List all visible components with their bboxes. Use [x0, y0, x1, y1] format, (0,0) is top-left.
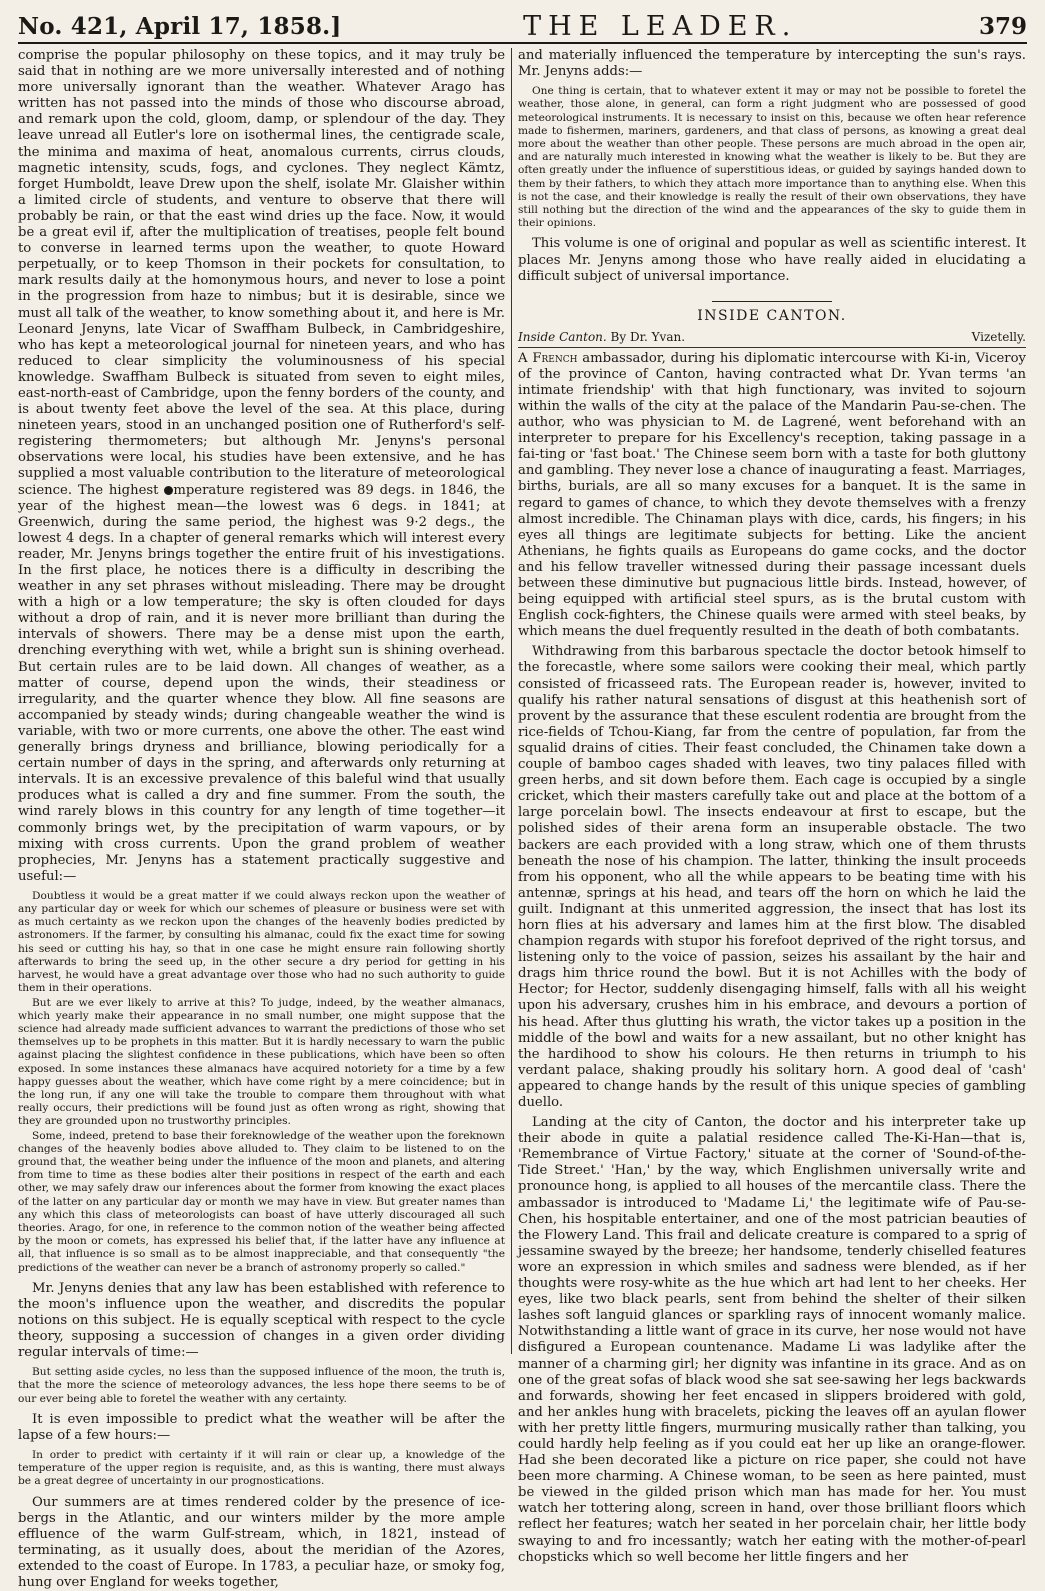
paragraph [18, 48, 505, 885]
page-number: 379 [978, 13, 1027, 40]
paragraph: Mr. Jenyns denies that any law has been established with reference to the moon's influence upon the weather, and discredits the popular notions on this subject. He is equally sceptical with respect to the cycle theory, supposing a succession of changes in a given order dividing regular intervals of time:— [18, 1280, 505, 1361]
section-rule [712, 301, 832, 302]
review-source [518, 330, 1026, 348]
lead-word: A French [518, 350, 578, 366]
issue-date: No. 421, April 17, 1858.] [18, 13, 342, 40]
source-author: By Dr. Yvan. [610, 329, 686, 344]
paragraph: It is even impossible to predict what the weather will be after the lapse of a few hours:— [18, 1411, 505, 1443]
paragraph: Landing at the city of Canton, the doctor and his interpreter take up their abode in quite a palatial residence called The-Ki-Han—that is, 'Remembrance of Virtue Factory,' situate at the corner of 'Sound-of-the-Tide Street.' 'Han,' by the way, which Englishmen universally write and pronounce hong, is applied to all houses of the mercantile class. There the ambassador is introduced to 'Madame Li,' the legitimate wife of Pau-se-Chen, his hospitable entertainer, and one of the most patrician beauties of the Flowery Land. This frail and delicate creature is compared to a sprig of jessamine swayed by the breeze; her handsome, tenderly chiselled features wore an expression in which smiles and sadness were blended, as if her thoughts were rosy-white as the hue which art had lent to her cheeks. Her eyes, like two black pearls, sent from behind the shelter of their silken lashes soft languid glances or sparkling rays of innocent womanly malice. Notwithstanding a little want of grace in its curve, her nose would not have disfigured a European countenance. Madame Li was ladylike after the manner of a charming girl; her dignity was infantine in its grace. And as on one of the great sofas of black wood she sat see-sawing her legs backwards and forwards, showing her feet encased in slippers broidered with gold, and her ankles hung with bracelets, picking the leaves off an ayulan flower with her pretty little fingers, murmuring musically rather than talking, you could hardly help feeling as if you could eat her up like an orange-flower. Had she been decorated like a picture on rice paper, she could not have been more charming. A Chinese woman, to be seen as here painted, must be viewed in the gilded prison which man has made for her. You must watch her tottering along, screen in hand, over those brilliant floors which reflect her features; watch her seated in her porcelain chair, her little body swaying to and fro incessantly; watch her eating with the mother-of-pearl chopsticks which so well become her little fingers and her [518, 1115, 1026, 1565]
column-divider [511, 48, 512, 1354]
quote-paragraph: Doubtless it would be a great matter if we could always reckon upon the weather of any particular day or week for which our schemes of pleasure or business were set with as much certainty as we reckon upon the changes of the heavenly bodies predicted by astronomers. If the farmer, by consulting his almanac, could fix the exact time for sowing his seed or cutting his hay, so that in one case he might ensure rain following shortly afterwards to bring the seed up, in the other secure a dry period for getting in his harvest, he would have a great advantage over those who had no such authority to guide them in their operations. [18, 889, 505, 995]
block-quote [518, 85, 1026, 230]
right-column [518, 48, 1026, 1565]
source-title: Inside Canton. [518, 329, 607, 344]
section-title: INSIDE CANTON. [697, 307, 847, 324]
block-quote [18, 890, 505, 1275]
paragraph: and materially influenced the temperature by intercepting the sun's rays. Mr. Jenyns adds:— [518, 48, 1026, 80]
quote-paragraph: But setting aside cycles, no less than the supposed influence of the moon, the truth is, that the more the science of meteorology advances, the less hope there seems to be of our ever being able to foretel the weather with any certainty. [18, 1366, 505, 1405]
block-quote [18, 1366, 505, 1406]
left-column [18, 48, 505, 1591]
paragraph-text: mperature registered was 89 degs. in 1846, the year of the highest mean—the lowest was 6 degs. in 1841; at Greenwich, during the same period, the highest was 9·2 degs., the lowest 4 degs. In a chapter of general remarks which will interest every reader, Mr. Jenyns brings together the entire fruit of his investigations. In the first place, he notices there is a difficulty in describing the weather in any set phrases without misleading. There may be drought with a high or a low temperature; the sky is often clouded for days without a drop of rain, and it is never more brilliant than during the intervals of showers. There may be a dense mist upon the earth, drenching everything with wet, while a bright sun is shining overhead. But certain rules are to be laid down. All changes of weather, as a matter of course, depend upon the winds, their steadiness or irregularity, and the quarter whence they blow. All fine seasons are accompanied by steady winds; during changeable weather the wind is variable, with two or more currents, one above the other. The east wind generally brings dryness and brilliance, blowing periodically for a certain number of days in the spring, and afterwards only returning at intervals. It is an excessive prevalence of this baleful wind that usually produces what is called a dry and fine summer. From the south, the wind rarely blows in this country for any length of time together—it commonly brings wet, by the precipitation of warm vapours, or by mixing with cross currents. Upon the grand problem of weather prophecies, Mr. Jenyns has a statement practically suggestive and useful:— [18, 482, 505, 884]
paragraph: Our summers are at times rendered colder by the presence of ice-bergs in the Atlantic, and our winters milder by the more ample effluence of the warm Gulf-stream, which, in 1821, instead of terminating, as it usually does, about the meridian of the Azores, extended to the coast of Europe. In 1783, a peculiar haze, or smoky fog, hung over England for weeks together, [18, 1494, 505, 1591]
quote-paragraph: One thing is certain, that to whatever extent it may or may not be possible to foretel the weather, those alone, in general, can form a right judgment who are possessed of good meteorological instruments. It is necessary to insist on this, because we often hear reference made to fishermen, mariners, gardeners, and that class of persons, as knowing a great deal more about the weather than other people. These persons are much abroad in the open air, and are naturally much interested in knowing what the weather is likely to be. But they are often greatly under the influence of superstitious ideas, or guided by sayings handed down to them by their fathers, to which they attach more importance than to anything else. When this is not the case, and their knowledge is really the result of their own observations, they have still nothing but the direction of the wind and the appearances of the sky to guide them in their opinions. [518, 85, 1026, 230]
ink-blot-icon [164, 486, 173, 495]
paragraph: Withdrawing from this barbarous spectacle the doctor betook himself to the forecastle, where some sailors were cooking their meal, which partly consisted of fricasseed rats. The European reader is, however, invited to qualify his rather natural sensations of disgust at this heathenish sort of provent by the assurance that these esculent rodentia are brought from the rice-fields of Tchou-Kiang, far from the centre of population, far from the squalid drains of cities. Their feast concluded, the Chinamen take down a couple of bamboo cages shaded with leaves, two tiny palaces filled with green herbs, and sit down before them. Each cage is occupied by a single cricket, which their masters carefully take out and place at the bottom of a large porcelain bowl. The insects endeavour at first to escape, but the polished sides of their arena form an insuperable obstacle. The two backers are each provided with a long straw, which one of them thrusts beneath the nose of his champion. The latter, thinking the insult proceeds from his opponent, who all the while appears to be beating time with his antennæ, springs at his head, and tears off the horn on which he laid the guilt. Indignant at this unmerited aggression, the insect that has lost its horn flies at his adversary and lames him at the first blow. The disabled champion regards with stupor his forefoot deprived of the right torsus, and listening only to the voice of passion, seizes his assailant by the hair and drags him thrice round the bowl. But it is not Achilles with the body of Hector; for Hector, suddenly disengaging himself, falls with all his weight upon his adversary, crushes him in his embrace, and devours a portion of his head. After thus glutting his wrath, the victor takes up a position in the middle of the bowl and waits for a new assailant, but no other knight has the hardihood to show his colours. He then returns in triumph to his verdant palace, shaking proudly his solitary horn. A good deal of 'cash' appeared to change hands by the result of this unique species of gambling duello. [518, 644, 1026, 1111]
masthead-title: THE LEADER. [523, 11, 798, 42]
paragraph-text: ambassador, during his diplomatic intercourse with Ki-in, Viceroy of the province of Canton, having contracted what Dr. Yvan terms 'an intimate friendship' with that high functionary, was invited to sojourn within the walls of the city at the palace of the Mandarin Pau-se-chen. The author, who was physician to M. de Lagrené, went beforehand with an interpreter to prepare for his Excellency's reception, taking passage in a fai-ting or 'fast boat.' The Chinese seem born with a taste for both gluttony and gambling. They never lose a chance of inaugurating a feast. Marriages, births, burials, are all so many excuses for a banquet. It is the same in regard to games of chance, to which they devote themselves with a frenzy almost incredible. The Chinaman plays with dice, cards, his fingers; in his eyes all things are legitimate subjects for betting. Like the ancient Athenians, he fights quails as Europeans do game cocks, and the doctor and his fellow traveller witnessed during their passage incessant duels between these diminutive but pugnacious little birds. Instead, however, of being equipped with artificial steel spurs, as is the brutal custom with English cock-fighters, the Chinese quails were armed with steel beaks, by which means the duel frequently resulted in the death of both combatants. [518, 350, 1026, 640]
paragraph-text: comprise the popular philosophy on these topics, and it may truly be said that in nothing are we more universally interested and of nothing more universally ignorant than the weather. Whatever Arago has written has not passed into the minds of those who discourse abroad, and remark upon the cold, gloom, damp, or splendour of the day. They leave unread all Eutler's lore on isothermal lines, the centigrade scale, the minima and maxima of heat, anomalous currents, cirrus clouds, magnetic intensity, scuds, fogs, and cyclones. They neglect Kämtz, forget Humboldt, leave Drew upon the shelf, isolate Mr. Glaisher within a limited circle of students, and venture to observe that there will probably be rain, or that the east wind dries up the face. Now, it would be a great evil if, after the multiplication of treatises, people felt bound to converse in learned terms upon the weather, to quote Howard perpetually, or to keep Thomson in their pockets for consultation, to mark results daily at the homonymous hours, and never to lose a point in the progression from haze to nimbus; but it is desirable, since we must all talk of the weather, to know something about it, and here is Mr. Leonard Jenyns, late Vicar of Swaffham Bulbeck, in Cambridgeshire, who has kept a meteorological journal for nineteen years, and who has reduced to clear simplicity the voluminousness of his special knowledge. Swaffham Bulbeck is situated from seven to eight miles, east-north-east of Cambridge, upon the fenny borders of the county, and is about twenty feet above the level of the sea. At this place, during nineteen years, stood in an unchanged position one of Rutherford's self-registering thermometers; but although Mr. Jenyns's personal observations were local, his studies have been extensive, and he has supplied a most valuable contribution to the literature of meteorological science. The highest [18, 48, 505, 498]
quote-paragraph: But are we ever likely to arrive at this? To judge, indeed, by the weather almanacs, which yearly make their appearance in no small number, one might suppose that the science had already made sufficient advances to warrant the predictions of those who set themselves up to be prophets in this matter. But it is hardly necessary to warn the public against placing the slightest confidence in these publications, which have been so often exposed. In some instances these almanacs have acquired notoriety for a time by a few happy guesses about the weather, which have come right by a mere coincidence; but in the long run, if any one will take the trouble to compare them throughout with what really occurs, their predictions will be found just as often wrong as right, showing that they are grounded upon no trustworthy principles. [18, 996, 505, 1128]
block-quote [18, 1449, 505, 1489]
source-publisher: Vizetelly. [971, 329, 1026, 344]
paragraph [518, 351, 1026, 641]
quote-paragraph: Some, indeed, pretend to base their foreknowledge of the weather upon the foreknown changes of the heavenly bodies above alluded to. They claim to be listened to on the ground that, the weather being under the influence of the moon and planets, and altering from time to time as these bodies alter their positions in respect of the earth and each other, we may safely draw our inferences about the former from knowing the exact places of the latter on any particular day or month we may have in view. But greater names than any which this class of meteorologists can boast of have utterly discouraged all such theories. Arago, for one, in reference to the common notion of the weather being affected by the moon or comets, has expressed his belief that, if the latter have any influence at all, that influence is so small as to be almost inappreciable, and that consequently "the predictions of the weather can never be a branch of astronomy properly so called." [18, 1129, 505, 1274]
quote-paragraph: In order to predict with certainty if it will rain or clear up, a knowledge of the temperature of the upper region is requisite, and, as this is wanting, there must always be a great degree of uncertainty in our prognostications. [18, 1449, 505, 1488]
paragraph: This volume is one of original and popular as well as scientific interest. It places Mr. Jenyns among those who have really aided in elucidating a difficult subject of universal importance. [518, 236, 1026, 284]
page-header [18, 12, 1027, 44]
